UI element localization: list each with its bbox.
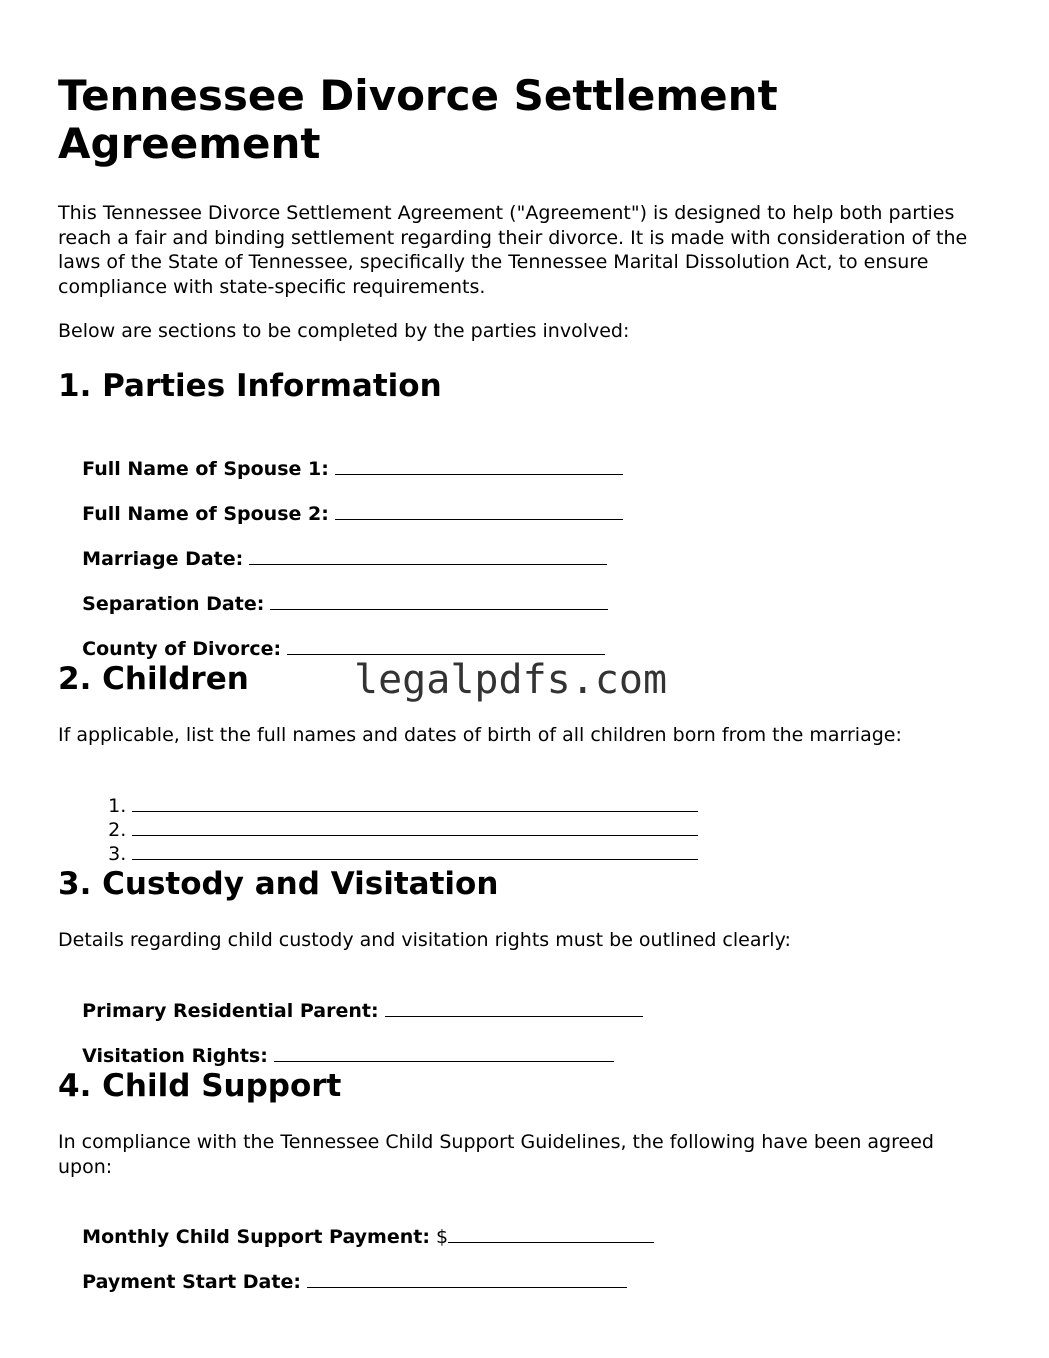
list-number: 2.	[108, 819, 127, 841]
field-label: Separation Date:	[82, 593, 265, 615]
list-number: 1.	[108, 795, 127, 817]
section-heading-children: 2. Children	[58, 661, 249, 697]
section-heading-parties: 1. Parties Information	[58, 368, 442, 404]
lead-in-text: Below are sections to be completed by the parties involved:	[58, 320, 630, 342]
spouse1-name-blank[interactable]	[335, 456, 623, 475]
county-blank[interactable]	[287, 636, 605, 655]
field-label: Visitation Rights:	[82, 1045, 268, 1067]
custody-instructions: Details regarding child custody and visitation rights must be outlined clearly:	[58, 929, 791, 951]
field-label: Payment Start Date:	[82, 1271, 301, 1293]
spouse2-name-blank[interactable]	[335, 501, 623, 520]
field-label: Full Name of Spouse 1:	[82, 458, 329, 480]
children-instructions: If applicable, list the full names and dates of birth of all children born from the marriage:	[58, 724, 902, 746]
field-label: Monthly Child Support Payment:	[82, 1226, 430, 1248]
child-3-blank[interactable]	[132, 841, 698, 860]
child-support-instructions: In compliance with the Tennessee Child Support Guidelines, the following have been agreed upon:	[58, 1131, 934, 1178]
section-heading-child-support: 4. Child Support	[58, 1068, 342, 1104]
intro-paragraph: This Tennessee Divorce Settlement Agreement ("Agreement") is designed to help both parties reach a fair and binding settlement regarding their divorce. It is made with consideration of the laws of the State of Tennessee, specifically the Tennessee Marital Dissolution Act, to ensure compliance with state-specific requirements.	[58, 202, 968, 298]
watermark-text: legalpdfs.com	[354, 657, 668, 703]
marriage-date-blank[interactable]	[249, 546, 607, 565]
list-number: 3.	[108, 843, 127, 865]
field-label: Marriage Date:	[82, 548, 244, 570]
monthly-support-blank[interactable]	[448, 1224, 654, 1243]
section-heading-custody: 3. Custody and Visitation	[58, 866, 499, 902]
field-label: Full Name of Spouse 2:	[82, 503, 329, 525]
document-title: Tennessee Divorce Settlement Agreement	[58, 71, 778, 168]
visitation-rights-blank[interactable]	[274, 1043, 614, 1062]
currency-prefix: $	[436, 1226, 449, 1248]
primary-parent-blank[interactable]	[385, 998, 643, 1017]
payment-start-date-field[interactable]	[58, 1245, 627, 1318]
separation-date-blank[interactable]	[270, 591, 608, 610]
field-label: Primary Residential Parent:	[82, 1000, 379, 1022]
field-label: County of Divorce:	[82, 638, 282, 660]
payment-start-date-blank[interactable]	[307, 1269, 627, 1288]
